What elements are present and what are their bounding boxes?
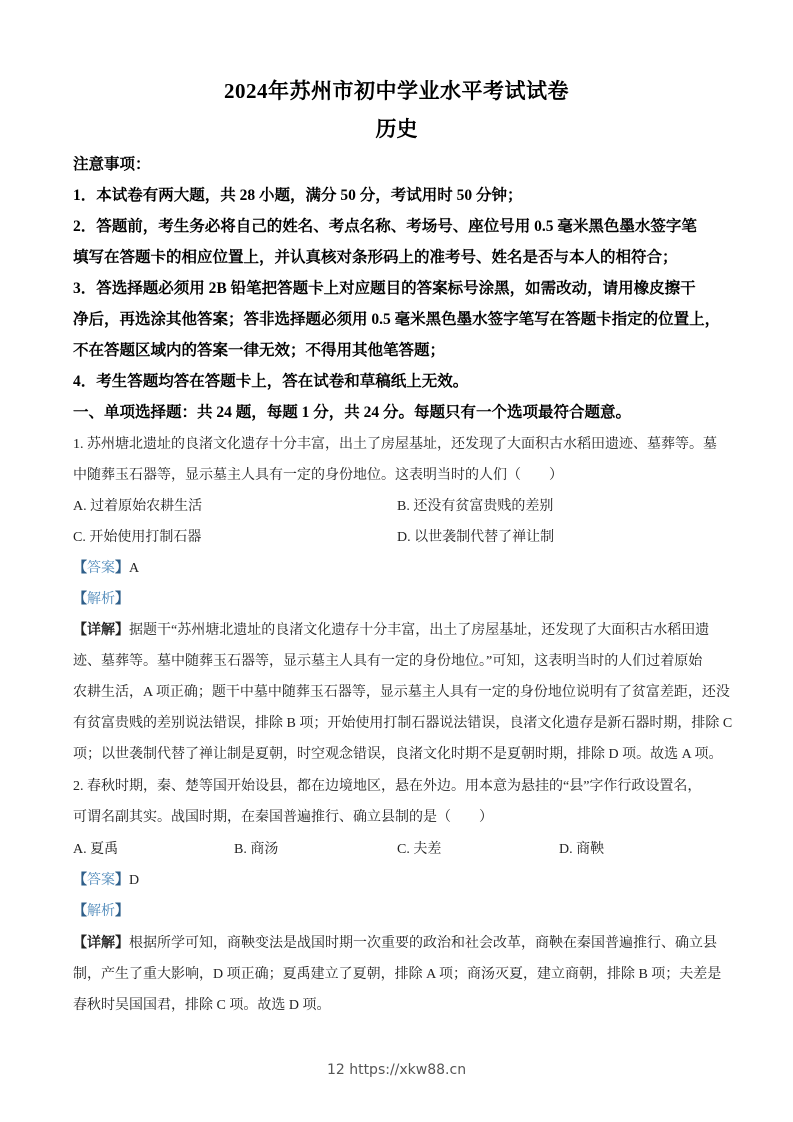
q2-detail-line-1 [73, 932, 733, 952]
q1-detail-line-1 [73, 619, 733, 639]
q1-detail-text-1: 据题干“苏州塘北遗址的良渚文化遗存十分丰富，出土了房屋基址，还发现了大面积古水稻田遗 [129, 623, 710, 638]
q1-analysis: 【解析】 [73, 592, 129, 607]
q2-answer: 【答案】D [73, 873, 140, 888]
q1-option-a: A. 过着原始农耕生活 [73, 499, 203, 514]
q1-detail-label: 【详解】 [73, 623, 129, 638]
notice-line-2: 2．答题前，考生务必将自己的姓名、考点名称、考场号、座位号用 0.5 毫米黑色墨水签字笔 [73, 218, 697, 235]
q1-answer-value: A [129, 561, 140, 576]
q2-option-d: D. 商鞅 [559, 842, 605, 857]
notice-line-7: 4．考生答题均答在答题卡上，答在试卷和草稿纸上无效。 [73, 373, 469, 390]
notice-line-4: 3．答选择题必须用 2B 铅笔把答题卡上对应题目的答案标号涂黑，如需改动，请用橡皮擦干 [73, 280, 696, 297]
page-footer: 12 https://xkw88.cn [326, 1062, 467, 1078]
q1-option-b: B. 还没有贫富贵贱的差别 [397, 499, 554, 514]
q2-stem-line-2: 可谓名副其实。战国时期，在秦国普遍推行、确立县制的是（ ） [73, 810, 493, 825]
q2-analysis-label: 解析 [87, 904, 115, 919]
q1-analysis-label: 解析 [87, 592, 115, 607]
q1-answer: 【答案】A [73, 561, 140, 576]
q1-detail-line-5: 项；以世袭制代替了禅让制是夏朝，时空观念错误，良渚文化时期不是夏朝时期，排除 D 项。故选 A 项。 [73, 747, 723, 762]
q1-detail-line-3: 农耕生活，A 项正确；题干中墓中随葬玉石器等，显示墓主人具有一定的身份地位说明有了贫富差距，还没 [73, 685, 730, 700]
q2-answer-value: D [129, 873, 140, 888]
notice-line-3: 填写在答题卡的相应位置上，并认真核对条形码上的准考号、姓名是否与本人的相符合； [73, 249, 678, 266]
q1-option-c: C. 开始使用打制石器 [73, 530, 202, 545]
q1-detail-line-2: 迹、墓葬等。墓中随葬玉石器等，显示墓主人具有一定的身份地位。”可知，这表明当时的人们过着原始 [73, 654, 703, 669]
q1-detail-line-4: 有贫富贵贱的差别说法错误，排除 B 项；开始使用打制石器说法错误，良渚文化遗存是新石器时期，排除 C [73, 716, 733, 731]
q1-stem-line-1: 1. 苏州塘北遗址的良渚文化遗存十分丰富，出土了房屋基址，还发现了大面积古水稻田遗迹、墓葬等。墓 [73, 437, 717, 452]
notice-line-1: 1．本试卷有两大题，共 28 小题，满分 50 分，考试用时 50 分钟； [73, 187, 523, 204]
section-heading: 一、单项选择题：共 24 题，每题 1 分，共 24 分。每题只有一个选项最符合题意。 [73, 404, 632, 421]
exam-subject: 历史 [375, 117, 418, 141]
q2-stem-line-1: 2. 春秋时期，秦、楚等国开始设县，都在边境地区，悬在外边。用本意为悬挂的“县”字作行政设置名， [73, 779, 702, 794]
exam-title: 2024年苏州市初中学业水平考试试卷 [224, 79, 569, 103]
q1-answer-label: 答案 [87, 561, 115, 576]
q1-option-d: D. 以世袭制代替了禅让制 [397, 530, 555, 545]
q2-detail-label: 【详解】 [73, 936, 129, 951]
q2-detail-line-3: 春秋时吴国国君，排除 C 项。故选 D 项。 [73, 998, 331, 1013]
notice-line-5: 净后，再选涂其他答案；答非选择题必须用 0.5 毫米黑色墨水签字笔写在答题卡指定的位置上， [73, 311, 721, 328]
q2-option-b: B. 商汤 [234, 842, 279, 857]
notice-heading: 注意事项： [73, 156, 151, 173]
q2-analysis: 【解析】 [73, 904, 129, 919]
q1-stem-line-2: 中随葬玉石器等，显示墓主人具有一定的身份地位。这表明当时的人们（ ） [73, 468, 563, 483]
q2-detail-text-1: 根据所学可知，商鞅变法是战国时期一次重要的政治和社会改革，商鞅在秦国普遍推行、确立县 [129, 936, 717, 951]
notice-line-6: 不在答题区域内的答案一律无效；不得用其他笔答题； [73, 342, 446, 359]
q2-option-c: C. 夫差 [397, 842, 442, 857]
q2-detail-line-2: 制，产生了重大影响，D 项正确；夏禹建立了夏朝，排除 A 项；商汤灭夏，建立商朝，排除 B 项；夫差是 [73, 967, 722, 982]
q2-answer-label: 答案 [87, 873, 115, 888]
q2-option-a: A. 夏禹 [73, 842, 119, 857]
